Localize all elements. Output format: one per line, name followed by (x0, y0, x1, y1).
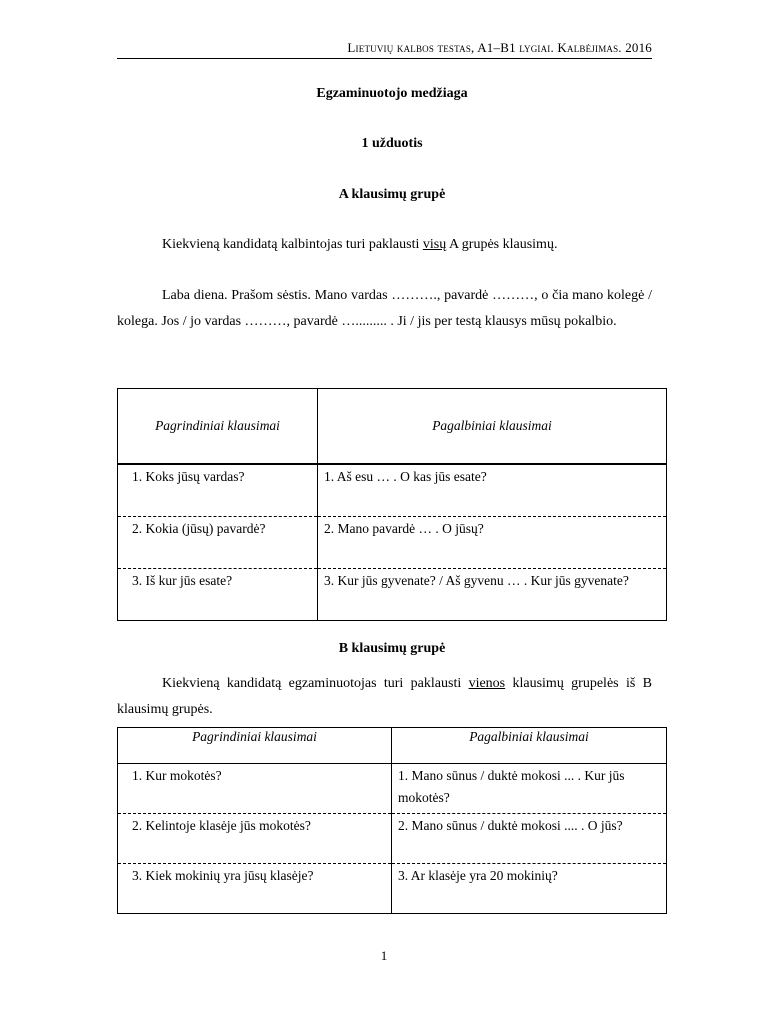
instruction-text: Kiekvieną kandidatą kalbintojas turi paklausti (162, 237, 423, 252)
instruction-text: klausimų grupelės iš B klausimų grupės. (117, 676, 652, 717)
main-question-text: 3. Kiek mokinių yra jūsų klasėje? (132, 868, 314, 883)
group-a-instruction (117, 232, 652, 258)
aux-question: 3. Kur jūs gyvenate? / Aš gyvenu … . Kur jūs gyvenate? (318, 569, 667, 621)
column-header-main: Pagrindiniai klausimai (118, 728, 392, 764)
aux-question: 1. Mano sūnus / duktė mokosi ... . Kur jūs mokotės? (392, 764, 667, 814)
column-header-main: Pagrindiniai klausimai (118, 389, 318, 465)
aux-question: 3. Ar klasėje yra 20 mokinių? (392, 864, 667, 914)
greeting-text: Laba diena. Prašom sėstis. Mano vardas ………., pavardė ………, o čia mano kolegė / kolega. Jos / jo vardas ………, pavardė …......... . Ji / jis per testą klausys mūsų pokalbio. (117, 288, 652, 329)
main-question (118, 814, 392, 864)
main-question-text: 3. Iš kur jūs esate? (132, 573, 233, 588)
aux-question: 2. Mano pavardė … . O jūsų? (318, 517, 667, 569)
greeting-paragraph (117, 283, 652, 335)
aux-question: 1. Aš esu … . O kas jūs esate? (318, 464, 667, 517)
main-question (118, 517, 318, 569)
group-b-table (117, 727, 667, 914)
group-a-title: A klausimų grupė (338, 187, 446, 202)
main-question (118, 569, 318, 621)
main-question (118, 864, 392, 914)
running-header: Lietuvių kalbos testas, A1–B1 lygiai. Kalbėjimas. 2016 (347, 40, 652, 55)
instruction-emphasis: visų (422, 237, 447, 252)
instruction-text: Kiekvieną kandidatą egzaminuotojas turi paklausti (162, 676, 469, 691)
instruction-text: A grupės klausimų. (446, 237, 558, 252)
table-row (118, 764, 667, 814)
table-row (118, 864, 667, 914)
main-question-text: 2. Kelintoje klasėje jūs mokotės? (132, 818, 311, 833)
group-b-title: B klausimų grupė (338, 641, 446, 656)
main-question (118, 464, 318, 517)
header-rule (117, 58, 652, 59)
table-row (118, 517, 667, 569)
main-question (118, 764, 392, 814)
column-header-aux: Pagalbiniai klausimai (392, 728, 667, 764)
page-number: 1 (380, 948, 388, 963)
task-title: 1 užduotis (361, 136, 423, 151)
instruction-emphasis: vienos (468, 676, 506, 691)
table-row (118, 464, 667, 517)
section-title: Egzaminuotojo medžiaga (316, 86, 468, 101)
column-header-aux: Pagalbiniai klausimai (318, 389, 667, 465)
main-question-text: 1. Kur mokotės? (132, 768, 222, 783)
group-a-table (117, 388, 667, 621)
main-question-text: 2. Kokia (jūsų) pavardė? (132, 521, 266, 536)
table-row (118, 569, 667, 621)
group-b-instruction (117, 671, 652, 723)
aux-question: 2. Mano sūnus / duktė mokosi .... . O jūs? (392, 814, 667, 864)
table-row (118, 814, 667, 864)
main-question-text: 1. Koks jūsų vardas? (132, 469, 245, 484)
